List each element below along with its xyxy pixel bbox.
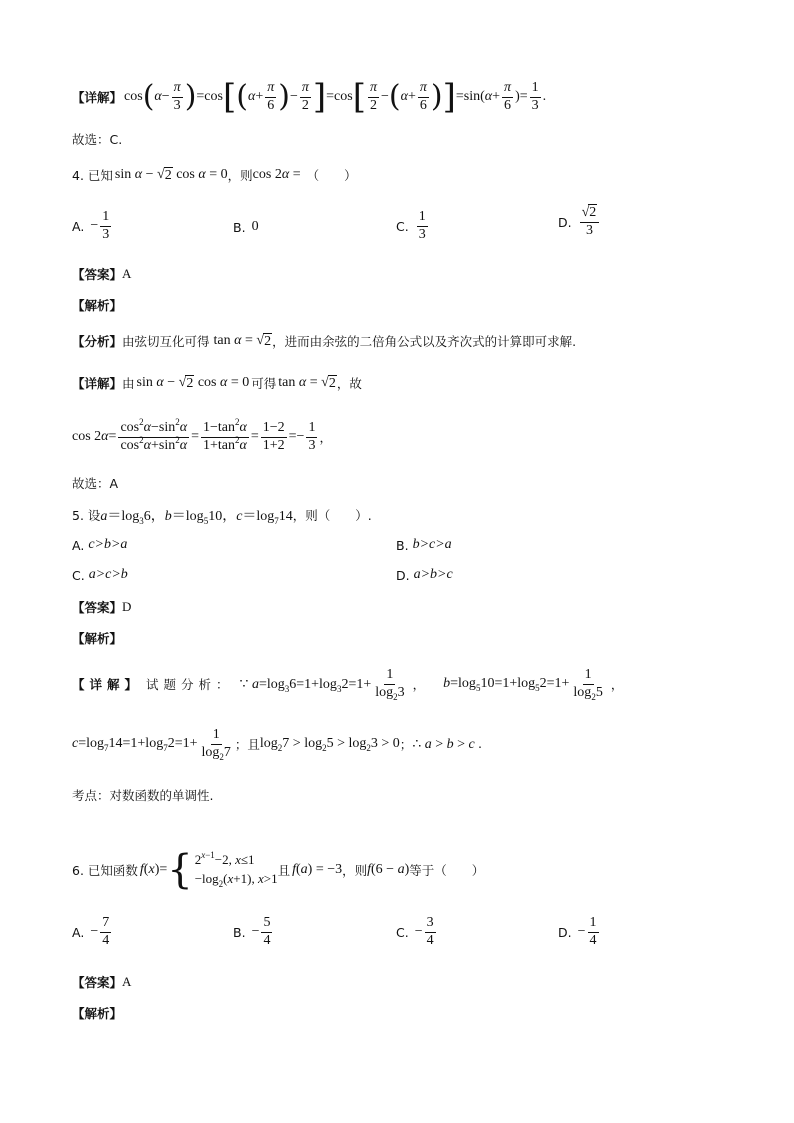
q5-option-b[interactable]: B. b>c>a — [396, 537, 452, 553]
q6-option-c[interactable]: C. − $\frac{3}{4}$ — [396, 915, 434, 948]
detail-line-q3: 【详解】 cos ( α − $\frac{\pi}{3}$ ) =cos [ ( α + $\frac{\pi}{6}$ ) − $\frac{\pi}{2}$ ] =cos [ $\frac{\pi}{2}$ − ( α + $\frac{\pi}{6}$ ) ] =sin( α + $\frac{\pi}{6}$ )= $\frac{1}{3}$ . — [72, 77, 547, 117]
q4-detail: 【详解】 由 sin α − √ 2 cos α = 0 可得 tan α = √ 2 ，故 — [72, 375, 362, 391]
q4-answer: 【答案】 A — [72, 266, 132, 282]
q6-option-a[interactable]: A. − $\frac{7}{4}$ — [72, 915, 110, 948]
q4-option-b[interactable]: B. 0 — [233, 219, 259, 235]
q5-option-a[interactable]: A. c>b>a — [72, 537, 128, 553]
q6-stem: 6. 已知函数 f(x)= { $2^{x-1}-2$, x≤1 $-\log_2(x+1)$, x>1 且 f(a) = −3 ，则 f(6 − a) 等于（ ） — [72, 847, 485, 893]
q5-jiexi-label: 【解析】 — [72, 631, 123, 646]
choose-line-q3: 故选：C. — [72, 132, 123, 147]
q4-option-c[interactable]: C. $\frac{1}{3}$ — [396, 209, 426, 242]
q5-detail-line1: 【详解】 试题分析： ∵ $a=\log_36=1+\log_32=1+$ $\frac{1}{\log_23}$ ， $b=\log_510=1+\log_52=1+$ $\frac{1}{\log_25}$ ， — [72, 666, 624, 702]
q6-jiexi-label: 【解析】 — [72, 1006, 123, 1021]
q4-option-a[interactable]: A. − $\frac{1}{3}$ — [72, 209, 110, 242]
q4-calc: cos 2 α = $\frac{\cos^2\alpha-\sin^2\alpha}{\cos^2\alpha+\sin^2\alpha}$ = $\frac{1-\tan^2\alpha}{1+\tan^2\alpha}$ = $\frac{1-2}{1+2}$ =− $\frac{1}{3}$ ， — [72, 416, 332, 453]
q4-analysis: 【分析】 由弦切互化可得 tan α = √ 2 ，进而由余弦的二倍角公式以及齐次式的计算即可求解. — [72, 333, 577, 349]
q6-option-b[interactable]: B. − $\frac{5}{4}$ — [233, 915, 271, 948]
q4-jiexi-label: 【解析】 — [72, 298, 123, 313]
q5-kaodian: 考点：对数函数的单调性. — [72, 788, 214, 803]
q5-answer: 【答案】 D — [72, 599, 132, 615]
q5-stem: 5. 设 $a=\log_36$，$b=\log_510$，$c=\log_714$ ，则（ ）. — [72, 508, 372, 526]
q5-option-d[interactable]: D. a>b>c — [396, 567, 453, 583]
q5-option-c[interactable]: C. a>c>b — [72, 567, 128, 583]
q6-answer: 【答案】 A — [72, 974, 132, 990]
q5-detail-line2: $c=\log_714=1+\log_72=1+$ $\frac{1}{\log_27}$ ；且 $\log_27 > \log_25 > \log_23 > 0$ ； ∴ a > b > c . — [72, 726, 482, 762]
q4-option-d[interactable]: D. $\frac{√2}{3}$ — [558, 206, 601, 238]
detail-label: 【详解】 — [72, 90, 123, 105]
q6-option-d[interactable]: D. − $\frac{1}{4}$ — [558, 915, 597, 948]
q4-stem: 4. 已知 sin α − √ 2 cos α = 0 ，则 cos 2 α = （ ） — [72, 167, 357, 183]
q4-choose: 故选：A — [72, 476, 119, 491]
